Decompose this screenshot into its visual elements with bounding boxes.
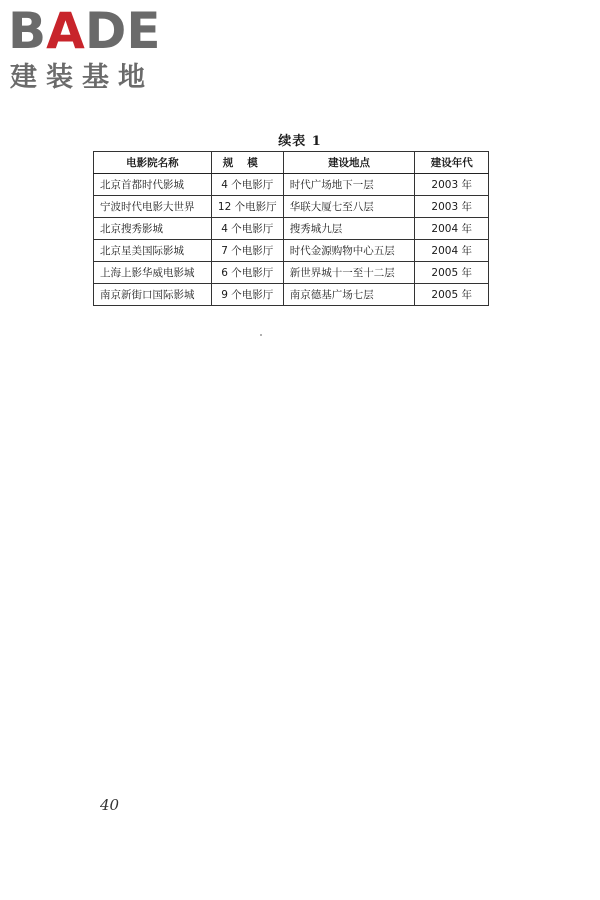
- cell-scale: 12 个电影厅: [211, 196, 283, 218]
- header-year: 建设年代: [415, 152, 489, 174]
- cell-location: 时代广场地下一层: [283, 174, 415, 196]
- cell-location: 时代金源购物中心五层: [283, 240, 415, 262]
- cell-scale: 4 个电影厅: [211, 218, 283, 240]
- cell-location: 新世界城十一至十二层: [283, 262, 415, 284]
- logo-letter-a-accent: A: [46, 2, 85, 60]
- table-header-row: [94, 152, 489, 174]
- cell-year: 2004 年: [415, 218, 489, 240]
- table-row: [94, 284, 489, 306]
- header-cinema-name: 电影院名称: [94, 152, 212, 174]
- bade-logo: [8, 4, 178, 100]
- table-row: [94, 240, 489, 262]
- logo-letter-b: B: [8, 2, 47, 60]
- header-location: 建设地点: [283, 152, 415, 174]
- cell-location: 南京德基广场七层: [283, 284, 415, 306]
- cell-scale: 6 个电影厅: [211, 262, 283, 284]
- cell-cinema-name: 北京星美国际影城: [94, 240, 212, 262]
- logo-wordmark: [8, 4, 161, 58]
- scan-speck: [260, 334, 262, 336]
- cell-scale: 9 个电影厅: [211, 284, 283, 306]
- table-title: 续表 1: [278, 134, 322, 149]
- header-scale: 规模: [211, 152, 283, 174]
- cell-cinema-name: 南京新街口国际影城: [94, 284, 212, 306]
- cell-scale: 7 个电影厅: [211, 240, 283, 262]
- cell-year: 2004 年: [415, 240, 489, 262]
- table-row: [94, 196, 489, 218]
- cell-year: 2003 年: [415, 196, 489, 218]
- cinema-table: [93, 151, 489, 306]
- page-number: 40: [100, 796, 120, 814]
- logo-letters-de: DE: [84, 2, 161, 60]
- cell-cinema-name: 北京搜秀影城: [94, 218, 212, 240]
- cell-year: 2003 年: [415, 174, 489, 196]
- cell-scale: 4 个电影厅: [211, 174, 283, 196]
- table-row: [94, 218, 489, 240]
- cell-cinema-name: 北京首都时代影城: [94, 174, 212, 196]
- cell-year: 2005 年: [415, 262, 489, 284]
- logo-subtitle: 建装基地: [10, 62, 154, 93]
- cell-year: 2005 年: [415, 284, 489, 306]
- cell-location: 搜秀城九层: [283, 218, 415, 240]
- table-row: [94, 174, 489, 196]
- cell-location: 华联大厦七至八层: [283, 196, 415, 218]
- cell-cinema-name: 上海上影华威电影城: [94, 262, 212, 284]
- table-row: [94, 262, 489, 284]
- cell-cinema-name: 宁波时代电影大世界: [94, 196, 212, 218]
